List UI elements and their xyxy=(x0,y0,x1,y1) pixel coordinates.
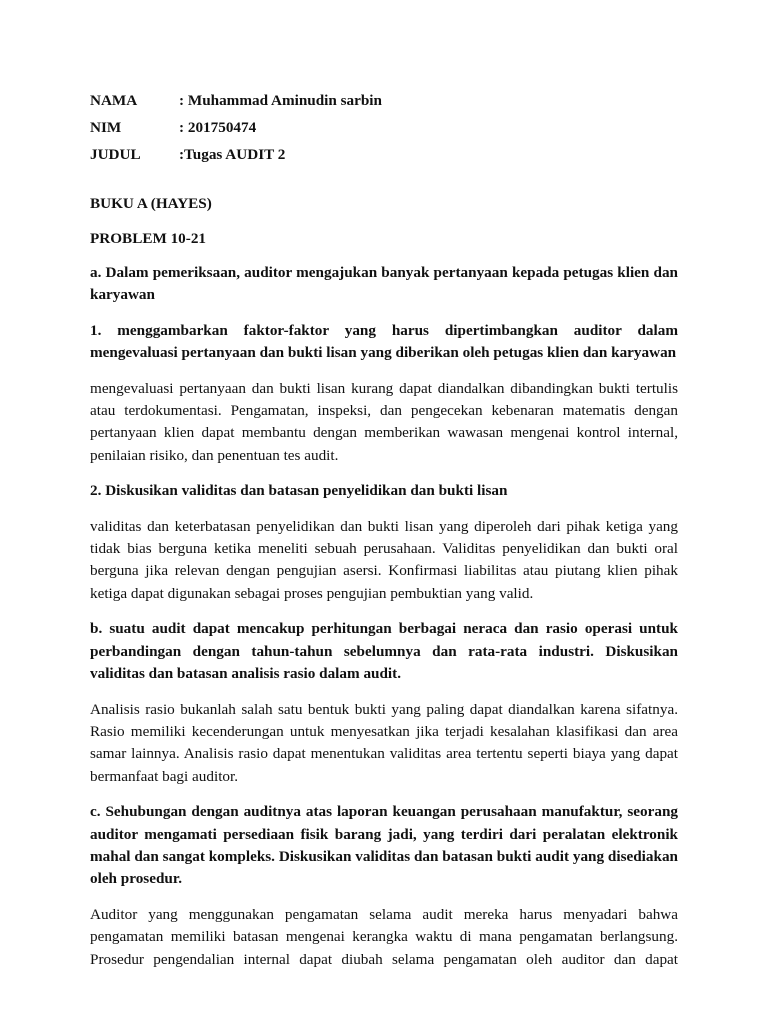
student-info xyxy=(90,88,678,168)
answer-b: Analisis rasio bukanlah salah satu bentuk bukti yang paling dapat diandalkan karena sifatnya. Rasio memiliki kecenderungan untuk menyesatkan jika terjadi kesalahan klasifikasi dan area samar lainnya. Analisis rasio dapat menentukan validitas area tertentu seperti biaya yang dapat bermanfaat bagi auditor. xyxy=(90,700,678,785)
question-c: c. Sehubungan dengan auditnya atas laporan keuangan perusahaan manufaktur, seorang auditor mengamati persediaan fisik barang jadi, yang terdiri dari peralatan elektronik mahal dan sangat kompleks. Diskusikan validitas dan batasan bukti audit yang disediakan oleh prosedur. xyxy=(90,803,678,888)
problem-title: PROBLEM 10-21 xyxy=(90,230,207,247)
question-1: 1. menggambarkan faktor-faktor yang harus dipertimbangkan auditor dalam mengevaluasi pertanyaan dan bukti lisan yang diberikan oleh petugas klien dan karyawan xyxy=(90,321,678,362)
title-label: JUDUL xyxy=(90,146,141,163)
answer-c: Auditor yang menggunakan pengamatan selama audit mereka harus menyadari bahwa pengamatan memiliki batasan mengenai kerangka waktu di mana pengamatan berlangsung. Prosedur pengendalian internal dapat diubah selama pengamatan oleh auditor dan dapat xyxy=(90,905,678,968)
question-2: 2. Diskusikan validitas dan batasan penyelidikan dan bukti lisan xyxy=(90,482,508,500)
name-row xyxy=(90,88,678,114)
title-value: :Tugas AUDIT 2 xyxy=(179,146,286,163)
answer-2: validitas dan keterbatasan penyelidikan dan bukti lisan yang diperoleh dari pihak ketiga yang tidak bias berguna ketika meneliti sebuah perusahaan. Validitas penyelidikan dan bukti oral berguna jika relevan dengan pengujian asersi. Konfirmasi liabilitas atau piutang klien pihak ketiga dapat digunakan sebagai proses pengujian pembuktian yang valid. xyxy=(90,517,678,602)
title-row xyxy=(90,142,678,168)
name-label: NAMA xyxy=(90,92,138,109)
section-title: BUKU A (HAYES) xyxy=(90,195,212,212)
document-page xyxy=(90,88,678,984)
question-a: a. Dalam pemeriksaan, auditor mengajukan banyak pertanyaan kepada petugas klien dan karyawan xyxy=(90,264,678,304)
nim-value: : 201750474 xyxy=(179,119,257,136)
name-value: : Muhammad Aminudin sarbin xyxy=(179,92,382,109)
question-b: b. suatu audit dapat mencakup perhitungan berbagai neraca dan rasio operasi untuk perbandingan dengan tahun-tahun sebelumnya dan rata-rata industri. Diskusikan validitas dan batasan analisis rasio dalam audit. xyxy=(90,620,678,683)
nim-row xyxy=(90,115,678,141)
answer-1: mengevaluasi pertanyaan dan bukti lisan kurang dapat diandalkan dibandingkan bukti tertulis atau terdokumentasi. Pengamatan, inspeksi, dan pengecekan kebenaran matematis dengan pertanyaan klien dapat membantu dengan memberikan wawasan mengenai kontrol internal, penilaian risiko, dan penentuan tes audit. xyxy=(90,379,678,464)
nim-label: NIM xyxy=(90,119,122,136)
